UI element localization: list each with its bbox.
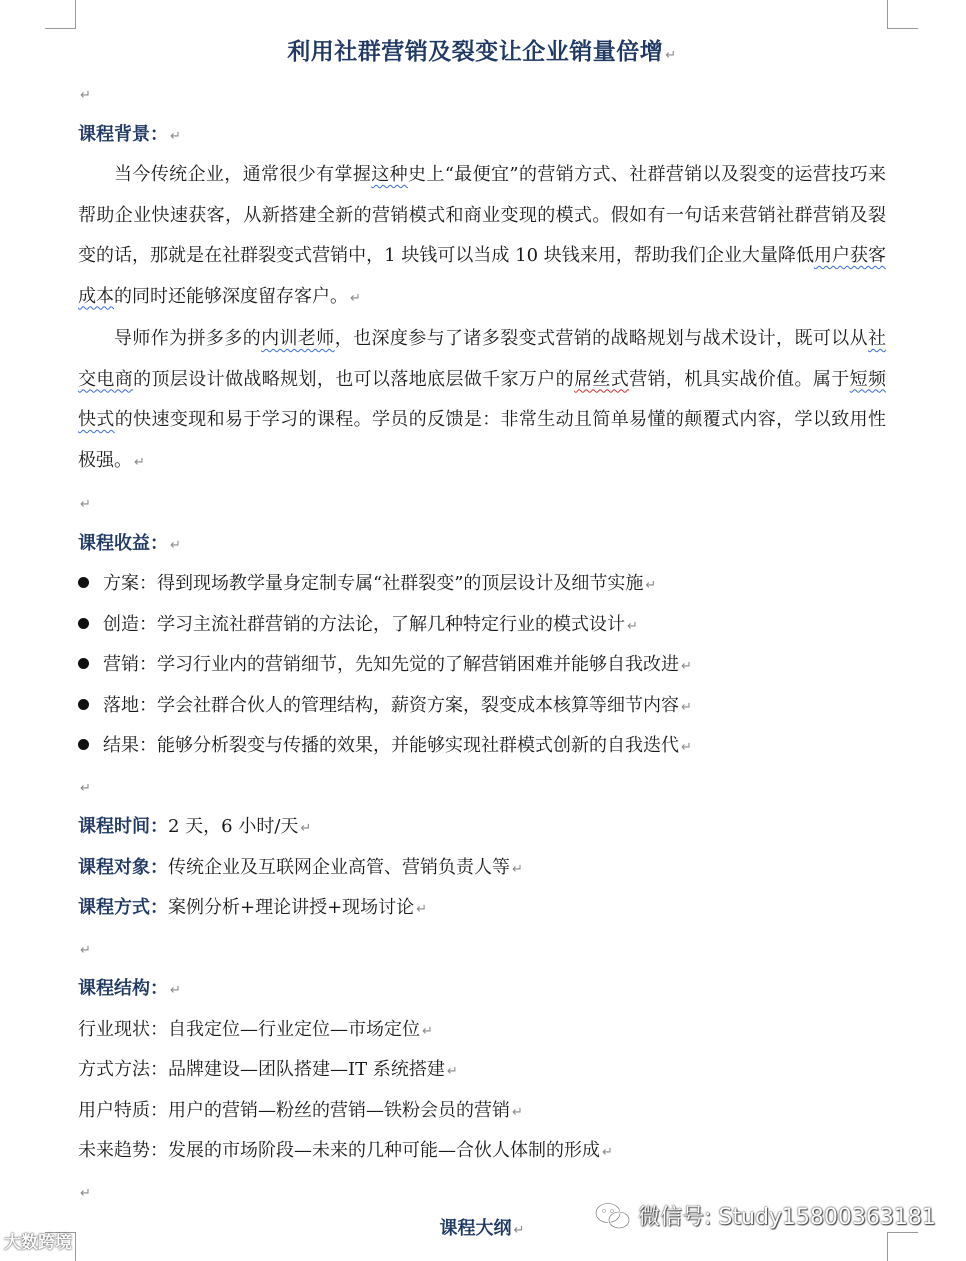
structure-heading: 课程结构： ↵	[78, 978, 181, 999]
document-page	[78, 30, 886, 1240]
bullet-icon	[78, 618, 89, 629]
bullet-icon	[78, 699, 89, 710]
structure-row: 方式方法：品牌建设—团队搭建—IT 系统搭建 ↵	[78, 1059, 458, 1080]
crop-mark-top-right	[887, 0, 918, 29]
bullet-icon	[78, 739, 89, 750]
benefit-item: 结果：能够分析裂变与传播的效果，并能够实现社群模式创新的自我迭代 ↵	[78, 726, 886, 767]
crop-mark-top-left	[45, 0, 76, 29]
benefit-item: 创造：学习主流社群营销的方法论，了解几种特定行业的模式设计 ↵	[78, 605, 886, 646]
background-paragraph-2: 导师作为拼多多的内训老师，也深度参与了诸多裂变式营销的战略规划与战术设计，既可以从社交电商的顶层设计做战略规划，也可以落地底层做千家万户的屌丝式营销，机具实战价值。属于短频快式的快速变现和易于学习的课程。学员的反馈是：非常生动且简单易懂的颠覆式内容，学以致用性极强。 ↵	[78, 328, 887, 471]
course-time: 课程时间：2 天，6 小时/天 ↵	[78, 816, 312, 837]
empty-paragraph: ↵	[80, 942, 91, 958]
structure-row: 行业现状：自我定位—行业定位—市场定位 ↵	[78, 1018, 433, 1040]
benefit-item: 方案：得到现场教学量身定制专属“社群裂变”的顶层设计及细节实施 ↵	[78, 564, 886, 605]
empty-paragraph: ↵	[80, 780, 91, 796]
document-title: 利用社群营销及裂变让企业销量倍增 ↵	[287, 38, 677, 65]
outline-heading: 课程大纲 ↵	[439, 1218, 525, 1239]
empty-paragraph: ↵	[80, 1185, 91, 1201]
background-heading: 课程背景： ↵	[78, 123, 181, 145]
bullet-icon	[78, 658, 89, 669]
course-audience: 课程对象：传统企业及互联网企业高管、营销负责人等 ↵	[78, 856, 523, 878]
watermark-left: 大数跨境	[4, 1233, 72, 1253]
structure-row: 用户特质：用户的营销—粉丝的营销—铁粉会员的营销 ↵	[78, 1099, 523, 1121]
empty-paragraph: ↵	[80, 497, 91, 512]
benefit-item: 落地：学会社群合伙人的管理结构，薪资方案，裂变成本核算等细节内容 ↵	[78, 686, 886, 727]
benefits-heading: 课程收益： ↵	[78, 532, 181, 554]
watermark-right: 微信号: Study15800363181	[594, 1200, 936, 1231]
course-method: 课程方式：案例分析+理论讲授+现场讨论 ↵	[78, 897, 428, 918]
crop-mark-bottom-right	[887, 1232, 918, 1261]
structure-row: 未来趋势：发展的市场阶段—未来的几种可能—合伙人体制的形成 ↵	[78, 1140, 613, 1161]
empty-paragraph: ↵	[80, 88, 91, 103]
benefit-item: 营销：学习行业内的营销细节，先知先觉的了解营销困难并能够自我改进 ↵	[78, 645, 886, 686]
wechat-icon	[594, 1201, 632, 1231]
bullet-icon	[78, 577, 89, 588]
background-paragraph-1: 当今传统企业，通常很少有掌握这种史上“最便宜”的营销方式、社群营销以及裂变的运营技巧来帮助企业快速获客，从新搭建全新的营销模式和商业变现的模式。假如有一句话来营销社群营销及裂变的话，那就是在社群裂变式营销中，1 块钱可以当成 10 块钱来用，帮助我们企业大量降低用户获客成本的同时还能够深度留存客户。 ↵	[78, 164, 887, 307]
